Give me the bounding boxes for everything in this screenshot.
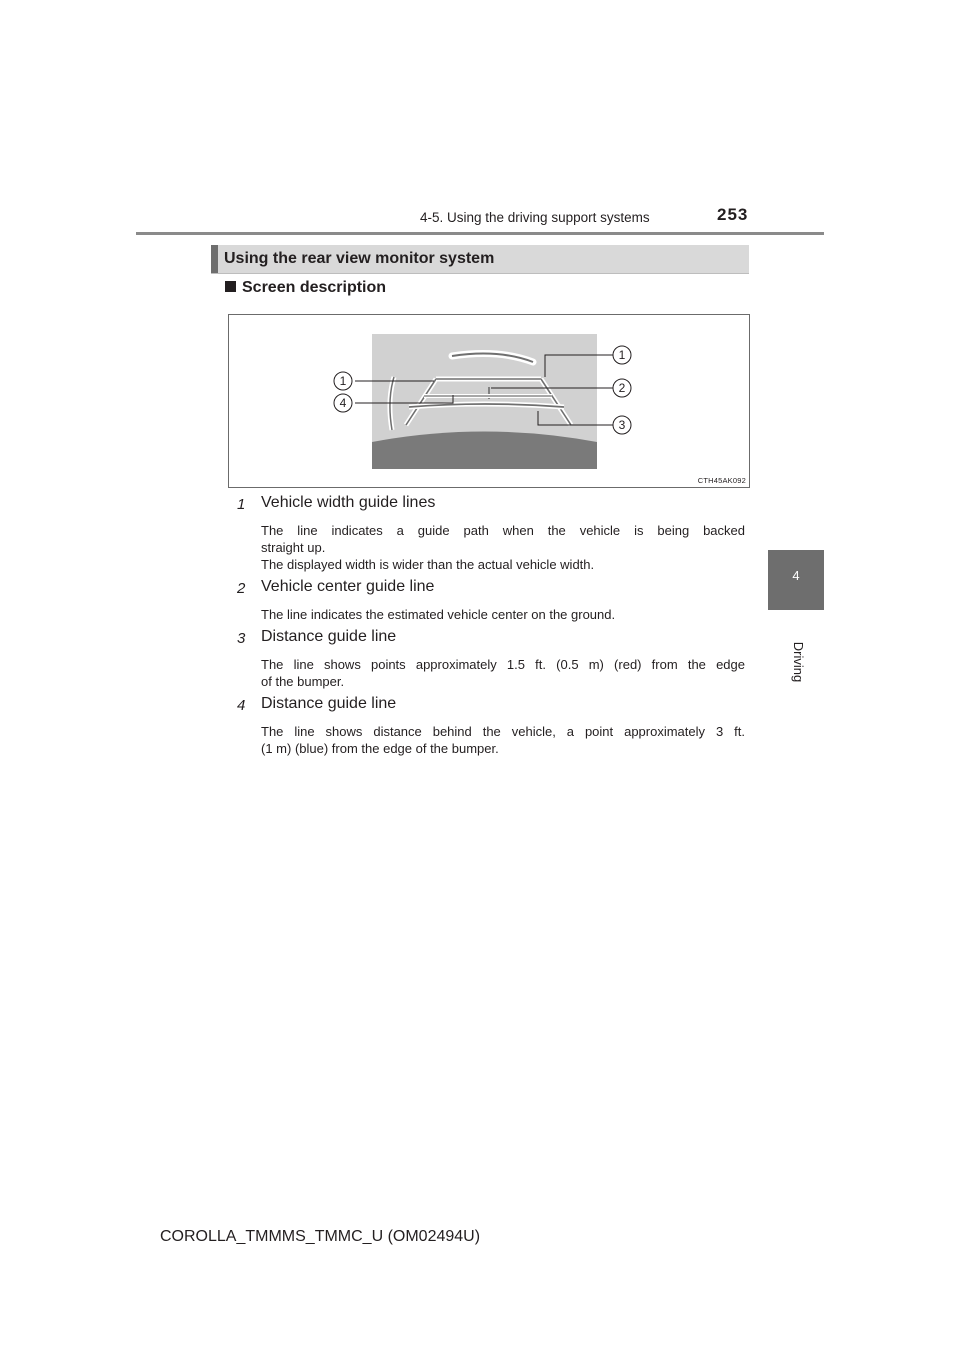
- item-description: [261, 723, 745, 757]
- item-description-line: The line shows distance behind the vehicle, a point approximately 3 ft.: [261, 724, 745, 739]
- item-title: Vehicle width guide lines: [261, 494, 436, 511]
- item-number: 1: [237, 496, 246, 513]
- item-description-line: straight up.: [261, 540, 326, 555]
- bumper-area: [372, 432, 597, 470]
- item-number: 2: [237, 580, 246, 597]
- item-description-line: (1 m) (blue) from the edge of the bumper.: [261, 741, 499, 756]
- header-divider: [136, 232, 824, 235]
- item-description: [261, 522, 745, 573]
- chapter-label: Driving: [791, 641, 806, 683]
- header-section-title: 4-5. Using the driving support systems: [420, 210, 650, 225]
- callout-2: 2: [618, 381, 626, 395]
- item-title: Distance guide line: [261, 628, 397, 645]
- item-description-line: The line indicates the estimated vehicle center on the ground.: [261, 607, 616, 622]
- section-header: [211, 245, 749, 274]
- callout-1-right: 1: [618, 348, 626, 362]
- callout-3: 3: [618, 418, 626, 432]
- item-number: 3: [237, 630, 246, 647]
- callout-4: 4: [339, 396, 347, 410]
- section-header-accent: [211, 245, 218, 273]
- item-number: 4: [237, 697, 246, 714]
- item-description-line: The line shows points approximately 1.5 ft. (0.5 m) (red) from the edge: [261, 657, 745, 672]
- document-footer: COROLLA_TMMMS_TMMC_U (OM02494U): [160, 1228, 481, 1245]
- item-title: Distance guide line: [261, 695, 397, 712]
- subheading-text: Screen description: [242, 279, 387, 296]
- rear-view-monitor-diagram: [229, 315, 749, 487]
- item-description-line: of the bumper.: [261, 674, 345, 689]
- chapter-number: 4: [792, 568, 800, 583]
- item-title: Vehicle center guide line: [261, 578, 435, 595]
- item-description-line: The displayed width is wider than the actual vehicle width.: [261, 557, 595, 572]
- item-description-line: The line indicates a guide path when the vehicle is being backed: [261, 523, 745, 538]
- section-title: Using the rear view monitor system: [224, 250, 495, 267]
- subheading: [225, 279, 386, 297]
- screen-illustration: [228, 314, 750, 488]
- square-bullet-icon: [225, 281, 236, 292]
- callout-1-left: 1: [339, 374, 347, 388]
- item-description: [261, 656, 745, 690]
- chapter-tab: [768, 550, 824, 610]
- figure-code: CTH45AK092: [697, 476, 746, 485]
- page-number: 253: [717, 205, 749, 224]
- item-description: [261, 606, 745, 623]
